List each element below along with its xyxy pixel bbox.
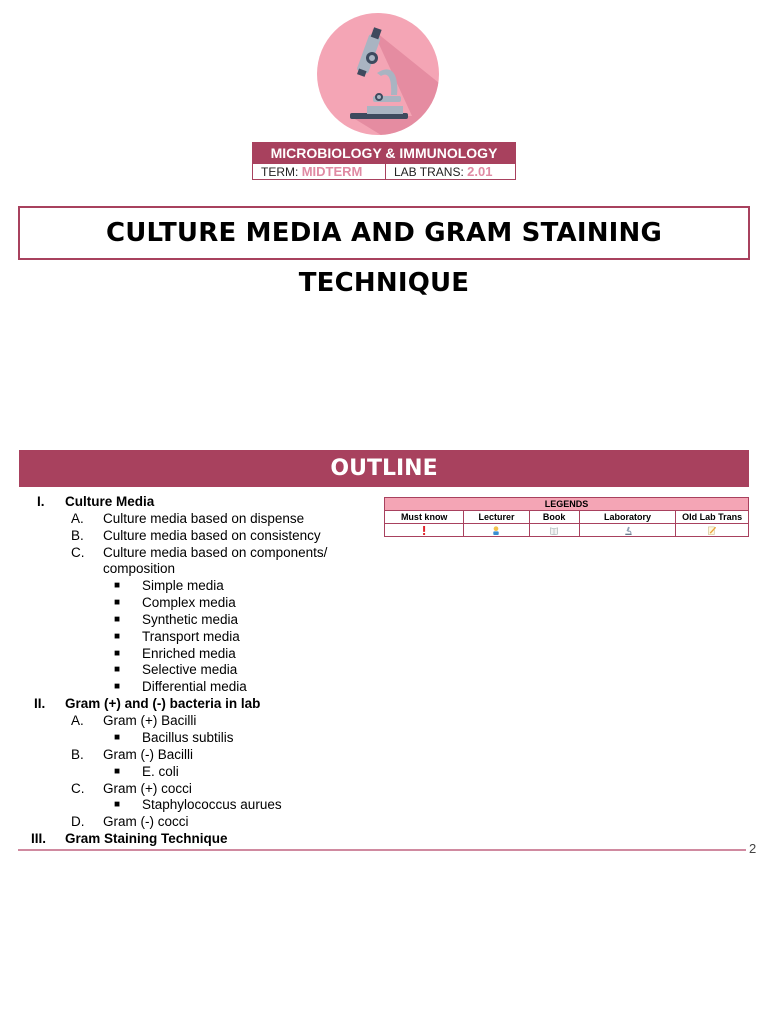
list-item-text: Selective media — [142, 662, 238, 677]
list-item-number: II. — [34, 696, 46, 711]
legend-column-header: Book — [529, 511, 579, 524]
exclamation-icon — [420, 526, 428, 535]
list-item-text: Gram (-) cocci — [103, 814, 189, 829]
book-icon — [549, 526, 559, 535]
microscope-logo — [317, 13, 439, 135]
list-item-text: Enriched media — [142, 646, 236, 661]
list-item-text: Complex media — [142, 595, 236, 610]
list-item-number: B. — [71, 747, 84, 762]
term-value: MIDTERM — [301, 164, 363, 179]
legend-icon-cell — [676, 524, 749, 537]
list-item-text: Gram (+) cocci — [103, 781, 192, 796]
legends-heading: LEGENDS — [385, 498, 749, 511]
lab-trans-value: 2.01 — [467, 164, 493, 179]
page-number: 2 — [749, 841, 757, 856]
list-item-text: composition — [103, 561, 176, 576]
microscope-icon — [317, 13, 439, 135]
list-item-text: Gram Staining Technique — [65, 831, 228, 846]
microscope-icon — [623, 526, 633, 535]
document-title: CULTURE MEDIA AND GRAM STAINING TECHNIQUE — [18, 206, 750, 260]
list-item-number: C. — [71, 545, 85, 560]
bullet-icon: ■ — [114, 664, 121, 675]
list-item-text: Simple media — [142, 578, 224, 593]
list-item-number: C. — [71, 781, 85, 796]
subject-meta-row — [253, 164, 515, 179]
list-item-text: Culture Media — [65, 494, 155, 509]
list-item-number: A. — [71, 713, 84, 728]
bullet-icon: ■ — [114, 648, 121, 659]
list-item-text: Culture media based on dispense — [103, 511, 305, 526]
legend-icon-cell — [529, 524, 579, 537]
outline-heading: OUTLINE — [19, 450, 749, 487]
legend-icon-cell — [385, 524, 464, 537]
legend-column-header: Laboratory — [579, 511, 676, 524]
bullet-icon: ■ — [114, 799, 121, 810]
list-item-text: Transport media — [142, 629, 240, 644]
list-item-text: Culture media based on consistency — [103, 528, 321, 543]
lab-trans-cell — [386, 164, 492, 179]
bullet-icon: ■ — [114, 597, 121, 608]
list-item-number: B. — [71, 528, 84, 543]
list-item-number: III. — [31, 831, 47, 846]
memo-icon — [707, 526, 717, 535]
legend-icon-cell — [579, 524, 676, 537]
list-item-text: Differential media — [142, 679, 247, 694]
list-item-text: Culture media based on components/ — [103, 545, 328, 560]
list-item-text: Staphylococcus aurues — [142, 797, 282, 812]
bullet-icon: ■ — [114, 681, 121, 692]
subject-title: MICROBIOLOGY & IMMUNOLOGY — [253, 143, 515, 164]
list-item-text: Gram (-) Bacilli — [103, 747, 193, 762]
list-item-text: Bacillus subtilis — [142, 730, 234, 745]
term-label: TERM: — [261, 165, 299, 179]
list-item-text: Gram (+) Bacilli — [103, 713, 197, 728]
legend-icon-cell — [464, 524, 529, 537]
legends-table — [384, 497, 749, 537]
bullet-icon: ■ — [114, 631, 121, 642]
list-item-number: D. — [71, 814, 85, 829]
list-item-text: Synthetic media — [142, 612, 239, 627]
list-item-number: I. — [37, 494, 45, 509]
legend-column-header: Lecturer — [464, 511, 529, 524]
lab-trans-label: LAB TRANS: — [394, 165, 464, 179]
footer-divider — [18, 849, 746, 851]
bullet-icon: ■ — [114, 580, 121, 591]
bullet-icon: ■ — [114, 732, 121, 743]
bullet-icon: ■ — [114, 766, 121, 777]
subject-info-box — [252, 142, 516, 180]
lecturer-icon — [492, 526, 500, 535]
list-item-text: Gram (+) and (-) bacteria in lab — [65, 696, 261, 711]
list-item-number: A. — [71, 511, 84, 526]
bullet-icon: ■ — [114, 614, 121, 625]
legend-column-header: Old Lab Trans — [676, 511, 749, 524]
legend-column-header: Must know — [385, 511, 464, 524]
term-cell — [253, 164, 386, 179]
list-item-text: E. coli — [142, 764, 179, 779]
